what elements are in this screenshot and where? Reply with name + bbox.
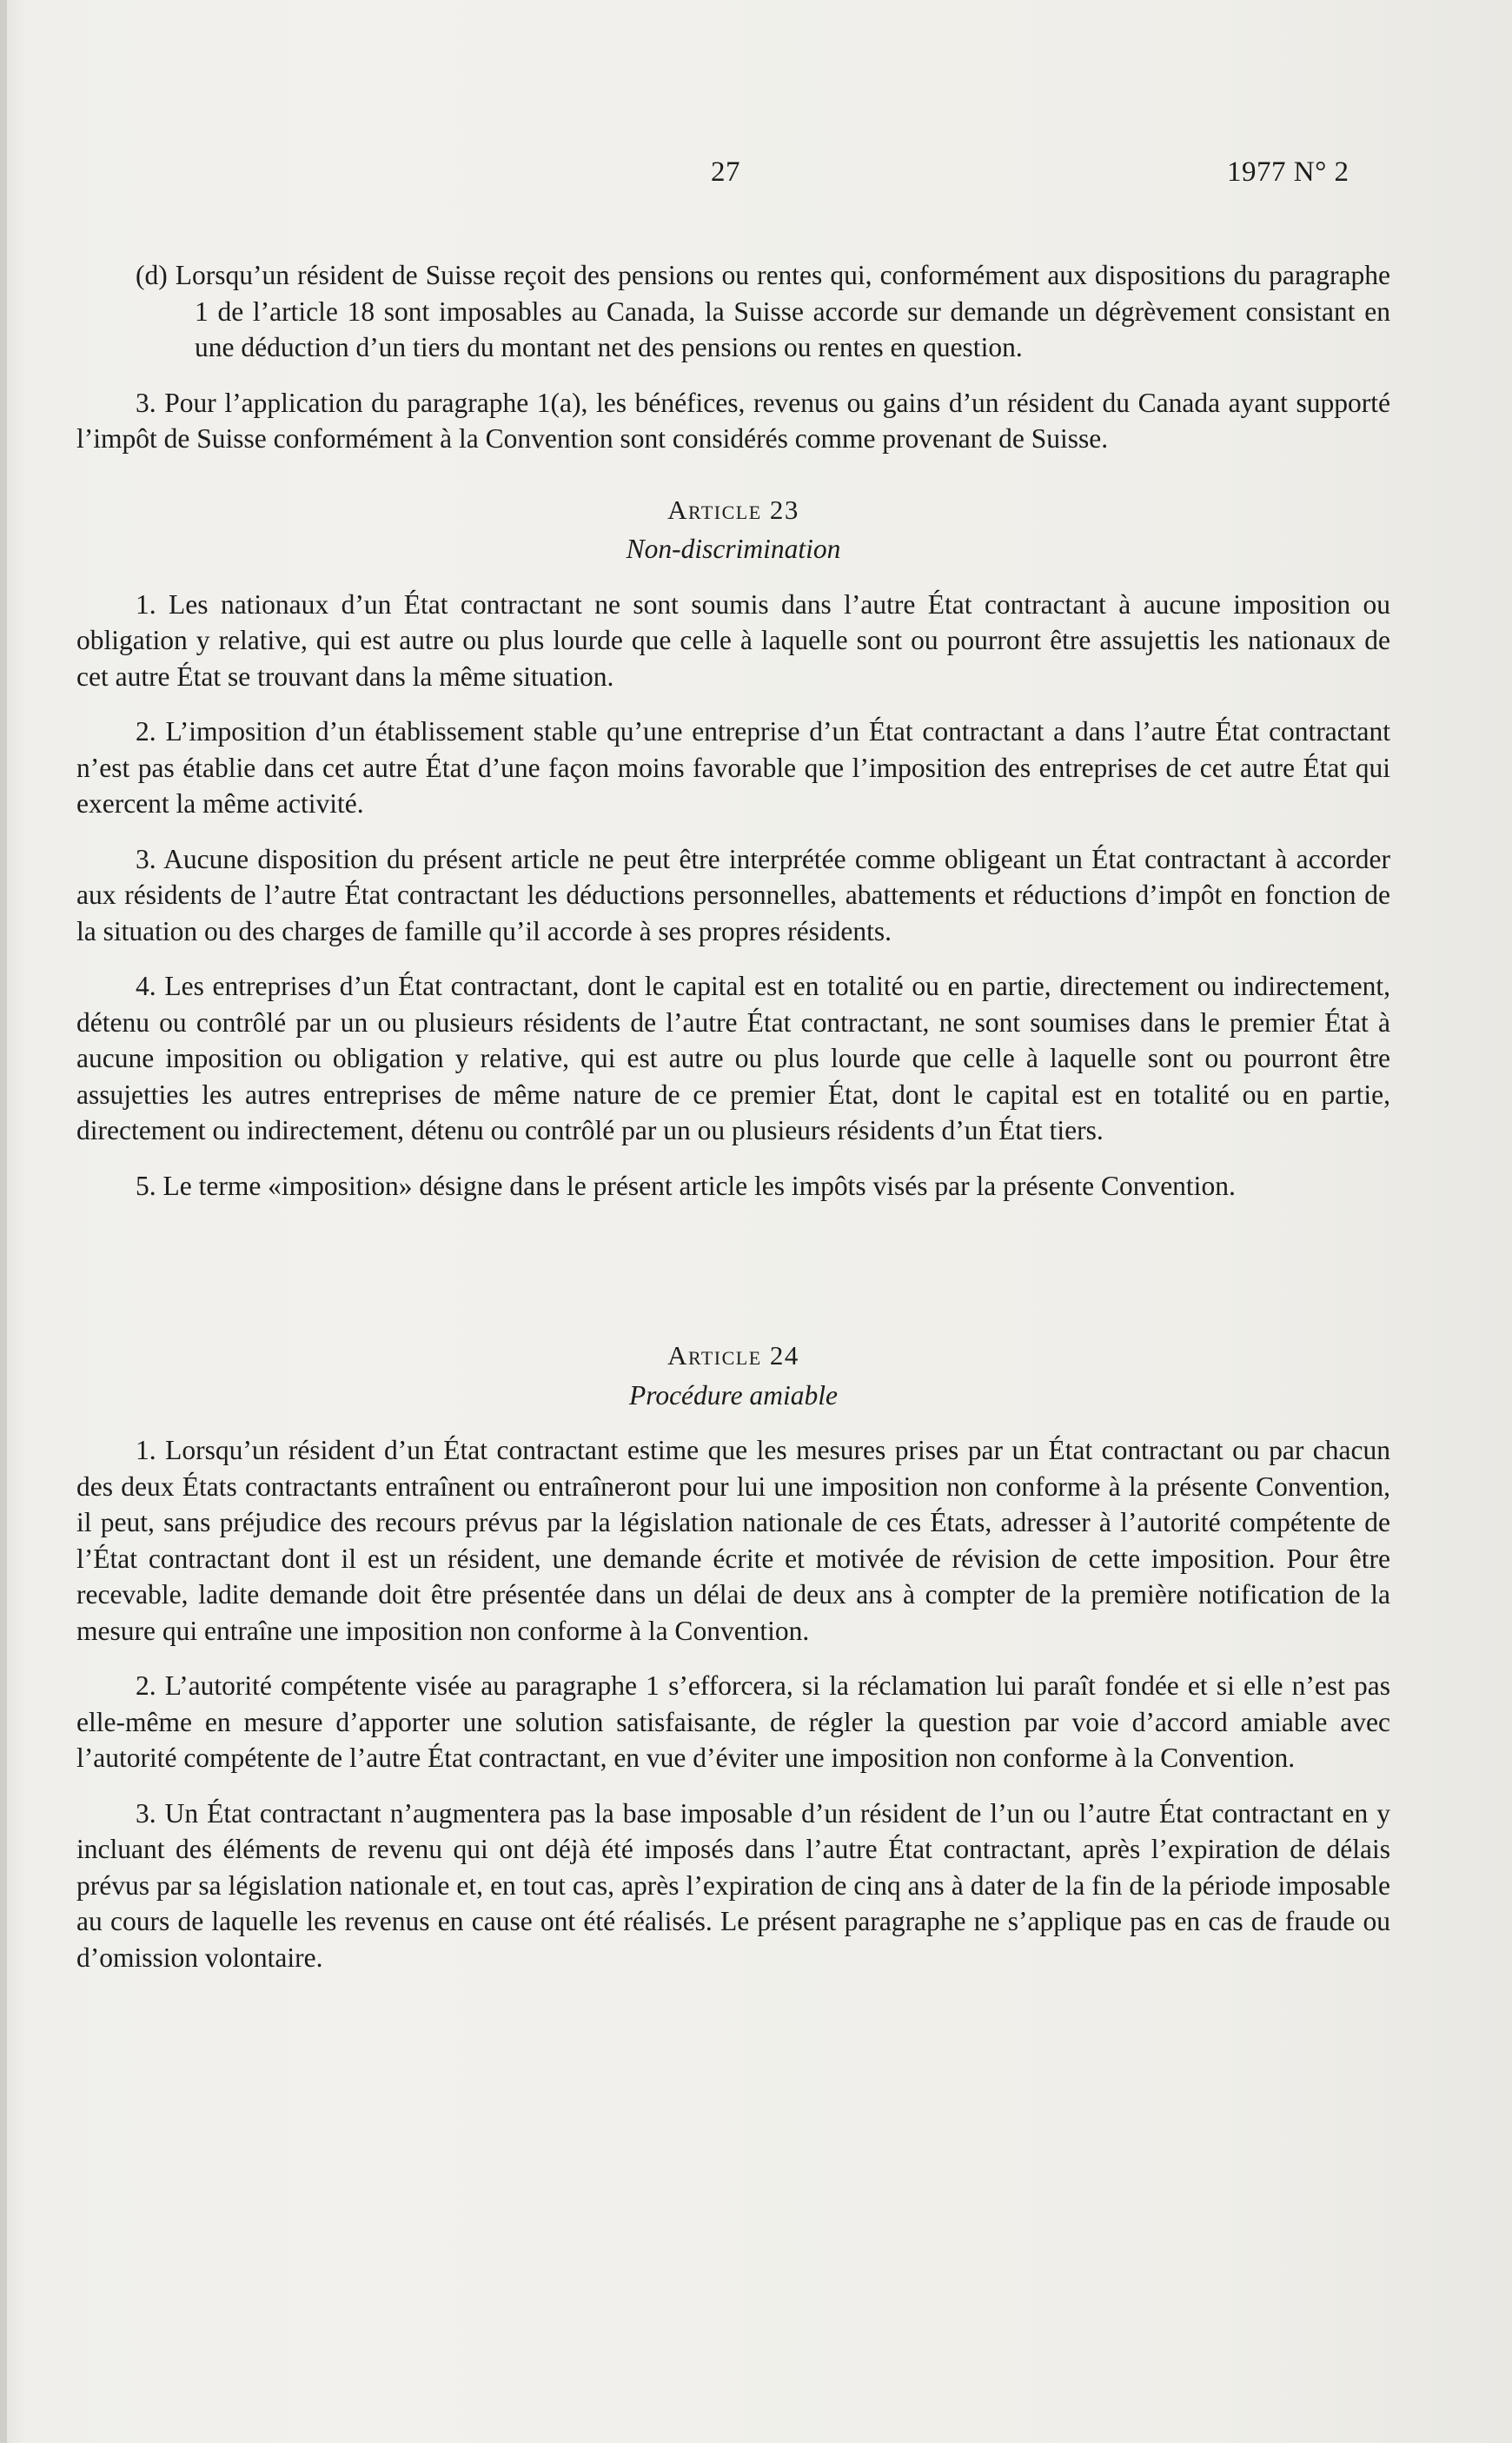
article-23-paragraph-3: 3. Aucune disposition du présent article ne peut être interprétée comme obligeant un État contractant à accorder aux résidents de l’autre État contractant les déductions personnelles, abattements et réductions d’impôt en fonction de la situation ou des charges de famille qu’il accorde à ses propres résidents. (76, 843, 1390, 946)
page-binding-edge (0, 0, 7, 2443)
year-issue: 1977 N° 2 (1227, 156, 1350, 188)
article-23-paragraph-4: 4. Les entreprises d’un État contractant, dont le capital est en totalité ou en partie, directement ou indirectement, détenu ou contrôlé par un ou plusieurs résidents de l’autre État contractant, ne sont soumises dans le premier État à aucune imposition ou obligation y relative, qui est autre ou plus lourde que celle à laquelle sont ou pourront être assujetties les autres entreprises de même nature de ce premier État, dont le capital est en totalité ou en partie, directement ou indirectement, détenu ou contrôlé par un ou plusieurs résidents d’un État tiers. (76, 971, 1390, 1145)
article-24-title: Article 24 (667, 1340, 799, 1371)
article-23-title: Article 23 (667, 494, 799, 525)
spacer (76, 1223, 1390, 1303)
document-body (76, 257, 1390, 1995)
article-23-paragraph-1: 1. Les nationaux d’un État contractant ne sont soumis dans l’autre État contractant à aucune imposition ou obligation y relative, qui est autre ou plus lourde que celle à laquelle sont ou pourront être assujettis les nationaux de cet autre État se trouvant dans la même situation. (76, 588, 1390, 692)
article-23-paragraph-5: 5. Le terme «imposition» désigne dans le présent article les impôts visés par la présente Convention. (136, 1170, 1236, 1201)
article-24-subtitle: Procédure amiable (629, 1379, 838, 1411)
page-number: 27 (711, 156, 740, 188)
article-23-subtitle: Non-discrimination (626, 534, 841, 564)
paragraph-d: (d) Lorsqu’un résident de Suisse reçoit des pensions ou rentes qui, conformément aux dispositions du paragraphe 1 de l’article 18 sont imposables au Canada, la Suisse accorde sur demande un dégrèvement consistant en une déduction d’un tiers du montant net des pensions ou rentes en question. (136, 260, 1390, 362)
article-24-paragraph-1: 1. Lorsqu’un résident d’un État contractant estime que les mesures prises par un État contractant ou par chacun des deux États contractants entraînent ou entraîneront pour lui une imposition non conforme à la présente Convention, il peut, sans préjudice des recours prévus par la législation nationale de ces États, adresser à l’autorité compétente de l’État contractant dont il est un résident, une demande écrite et motivée de révision de cette imposition. Pour être recevable, ladite demande doit être présentée dans un délai de deux ans à compter de la première notification de la mesure qui entraîne une imposition non conforme à la Convention. (76, 1435, 1390, 1646)
article-24-paragraph-2: 2. L’autorité compétente visée au paragraphe 1 s’efforcera, si la réclamation lui paraît fondée et si elle n’est pas elle-même en mesure d’apporter une solution satisfaisante, de régler la question par voie d’accord amiable avec l’autorité compétente de l’autre État contractant, en vue d’éviter une imposition non conforme à la Convention. (76, 1670, 1390, 1773)
paragraph-3-previous: 3. Pour l’application du paragraphe 1(a), les bénéfices, revenus ou gains d’un résident du Canada ayant supporté l’impôt de Suisse conformément à la Convention sont considérés comme provenant de Suisse. (76, 387, 1390, 454)
article-24-paragraph-3: 3. Un État contractant n’augmentera pas la base imposable d’un résident de l’un ou l’autre État contractant en y incluant des éléments de revenu qui ont déjà été imposés dans l’autre État contractant, après l’expiration de délais prévus par sa législation nationale et, en tout cas, après l’expiration de cinq ans à dater de la fin de la période imposable au cours de laquelle les revenus en cause ont été réalisés. Le présent paragraphe ne s’applique pas en cas de fraude ou d’omission volontaire. (76, 1797, 1390, 1973)
article-23-paragraph-2: 2. L’imposition d’un établissement stable qu’une entreprise d’un État contractant a dans l’autre État contractant n’est pas établie dans cet autre État d’une façon moins favorable que l’imposition des entreprises de cet autre État qui exercent la même activité. (76, 716, 1390, 819)
